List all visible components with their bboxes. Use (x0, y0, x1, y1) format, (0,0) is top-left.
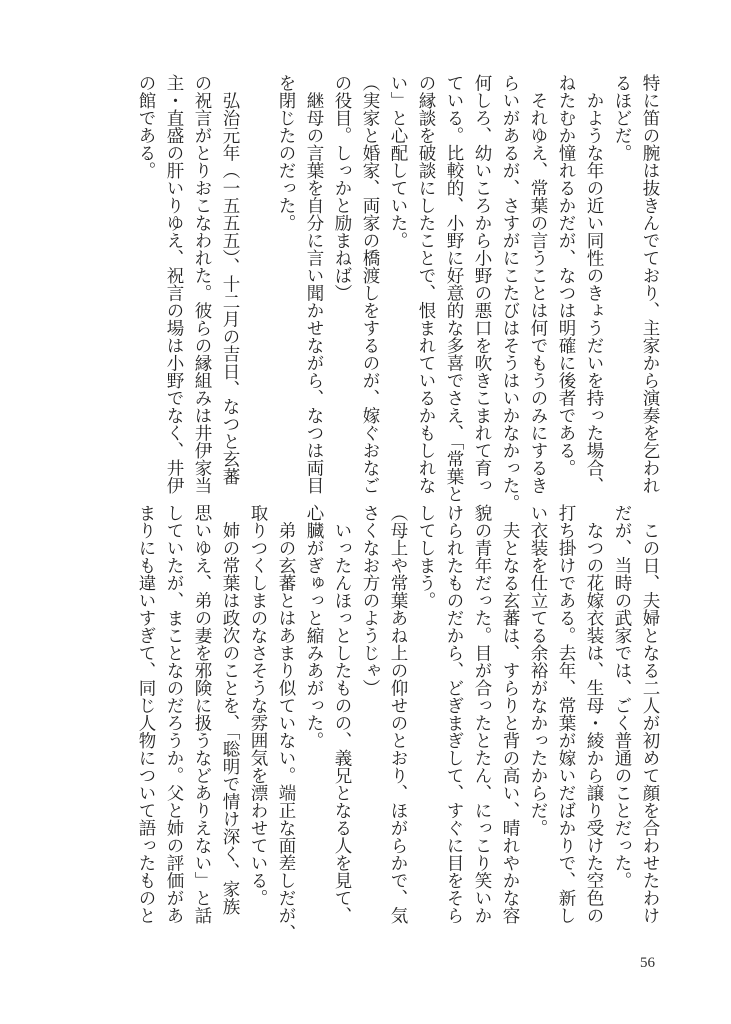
text-line: ている。比較的、小野に好意的な多喜でさえ、「常葉と (444, 74, 464, 503)
text-line: まりにも違いすぎて、同じ人物について語ったものと (136, 504, 156, 924)
text-line: 特に笛の腕は抜きんでており、主家から演奏を乞われ (640, 74, 660, 494)
text-line: の祝言がとりおこなわれた。彼らの縁組みは井伊家当 (192, 74, 212, 494)
text-line: それゆえ、常葉の言うことは何でもうのみにするき (528, 74, 548, 494)
text-block-upper (132, 74, 664, 512)
text-line: なつの花嫁衣装は、生母・綾から譲り受けた空色の (584, 504, 604, 924)
text-line: してしまう。 (416, 504, 436, 609)
text-line: の館である。 (136, 74, 156, 179)
text-line: 打ち掛けである。去年、常葉が嫁いだばかりで、新し (556, 504, 576, 924)
text-line: らいがあるが、さすがにこたびはそうはいかなかった。 (500, 74, 520, 512)
text-line: 継母の言葉を自分に言い聞かせながら、なつは両目 (304, 74, 324, 494)
text-line: い衣装を仕立てる余裕がなかったからだ。 (528, 504, 548, 837)
text-line: 弟の玄蕃とはあまり似ていない。端正な面差しだが、 (276, 504, 296, 942)
text-line: い」と心配していた。 (388, 74, 408, 249)
text-line: 姉の常葉は政次のことを、「聡明で情け深く、家族 (220, 504, 240, 916)
text-line: るほどだ。 (612, 74, 632, 162)
text-line: いったんほっとしたものの、義兄となる人を見て、 (332, 504, 352, 924)
text-line: さくなお方のようじゃ） (360, 504, 380, 697)
text-line: していたが、まことなのだろうか。父と姉の評価があ (164, 504, 184, 924)
text-line: 貌の青年だった。目が合ったとたん、にっこり笑いか (472, 504, 492, 924)
text-line: 主・直盛の肝いりゆえ、祝言の場は小野でなく、井伊 (164, 74, 184, 494)
text-line: 何しろ、幼いころから小野の悪口を吹きこまれて育っ (472, 74, 492, 494)
text-line: だが、当時の武家では、ごく普通のことだった。 (612, 504, 632, 889)
text-line: （実家と婚家、両家の橋渡しをするのが、嫁ぐおなご (360, 74, 380, 494)
text-line (244, 74, 272, 498)
text-line: 心臓がぎゅっと縮みあがった。 (304, 504, 324, 749)
text-line: の縁談を破談にしたことで、恨まれているかもしれな (416, 74, 436, 494)
text-line: 弘治元年（一五五五）、十二月の吉日、なつと玄蕃 (220, 74, 240, 486)
text-line: ねたむか憧れるかだが、なつは明確に後者である。 (556, 74, 576, 477)
text-line: を閉じたのだった。 (276, 74, 296, 232)
page-number: 56 (640, 955, 655, 971)
text-line: けられたものだから、どぎまぎして、すぐに目をそら (444, 504, 464, 924)
text-line: 取りつくしまのなさそうな雰囲気を漂わせている。 (248, 504, 268, 907)
text-block-lower (132, 504, 664, 942)
text-line: この日、夫婦となる二人が初めて顔を合わせたわけ (640, 504, 660, 924)
text-line: の役目。しっかと励まねば） (332, 74, 352, 302)
text-line: （母上や常葉あね上の仰せのとおり、ほがらかで、気 (388, 504, 408, 924)
text-line: 夫となる玄蕃は、すらりと背の高い、晴れやかな容 (500, 504, 520, 924)
text-line: 思いゆえ、弟の妻を邪険に扱うなどありえない」と話 (192, 504, 212, 924)
text-line: かような年の近い同性のきょうだいを持った場合、 (584, 74, 604, 494)
